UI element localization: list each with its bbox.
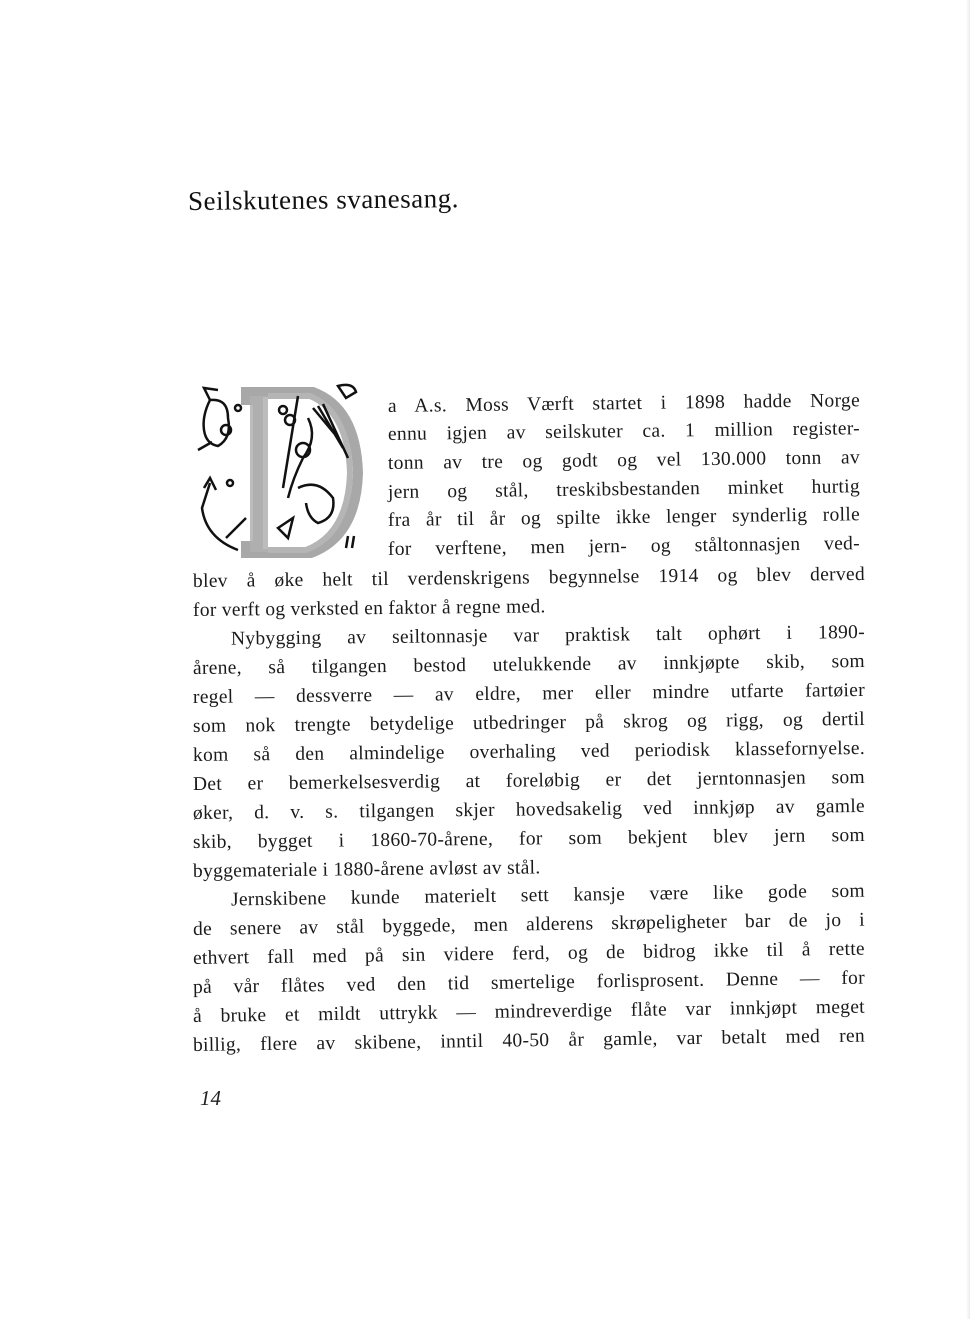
text-line: for verftene, men jern- og ståltonnasjen ved- <box>387 533 861 560</box>
text-line: tonn av tre og godt og vel 130.000 tonn av <box>387 447 861 474</box>
text-line: billig, flere av skibene, inntil 40-50 år gamle, var betalt med ren <box>192 1025 866 1056</box>
text-line: regel — dessverre — av eldre, mer eller mindre utfarte fartøier <box>192 679 866 708</box>
text-line: fra år til år og spilte ikke lenger synderlig rolle <box>387 504 861 531</box>
page-number: 14 <box>200 1086 221 1110</box>
text-line: skib, bygget i 1860-70-årene, for som bekjent blev jern som <box>192 824 866 853</box>
text-line: å bruke et mildt uttrykk — mindreverdige flåte var innkjøpt meget <box>192 996 866 1027</box>
text-line: ennu igjen av seilskuter ca. 1 million register- <box>387 418 861 445</box>
text-line: årene, så tilgangen bestod utelukkende av innkjøpte skib, som <box>192 650 866 679</box>
text-line: blev å øke helt til verdenskrigens begynnelse 1914 og blev derved <box>192 563 866 592</box>
fish-icon <box>198 388 241 450</box>
text-line: ethvert fall med på sin videre ferd, og de bidrog ikke til å rette <box>192 938 866 969</box>
text-line: Nybygging av seiltonnasje var praktisk talt ophørt i 1890- <box>230 621 866 650</box>
text-line: for verft og verksted en faktor å regne med. <box>192 596 546 621</box>
page-edge-shadow <box>966 0 970 1319</box>
anchor-icon <box>202 478 246 550</box>
text-line: øker, d. v. s. tilgangen skjer hovedsakelig ved innkjøp av gamle <box>192 795 866 824</box>
text-line: Jernskibene kunde materielt sett kansje være like gode som <box>230 880 866 911</box>
text-line: som nok trengte betydelige utbedringer på skrog og rigg, og dertil <box>192 708 866 737</box>
text-line: de senere av stål byggede, men alderens skrøpeligheter bar de jo i <box>192 909 866 940</box>
text-line: byggemateriale i 1880-årene avløst av stål. <box>192 857 541 882</box>
text-line: på vår flåtes ved den tid smertelige forlisprosent. Denne — for <box>192 967 866 998</box>
drop-cap-letter-d <box>246 392 358 554</box>
chapter-title: Seilskutenes svanesang. <box>187 183 460 216</box>
text-line: a A.s. Moss Værft startet i 1898 hadde Norge <box>387 390 861 417</box>
text-line: kom så den almindelige overhaling ved periodisk klassefornyelse. <box>192 737 866 766</box>
drop-cap-illustration <box>188 378 363 558</box>
text-line: jern og stål, treskibsbestanden minket hurtig <box>387 476 861 503</box>
text-line: Det er bemerkelsesverdig at foreløbig er det jerntonnasjen som <box>192 766 866 795</box>
